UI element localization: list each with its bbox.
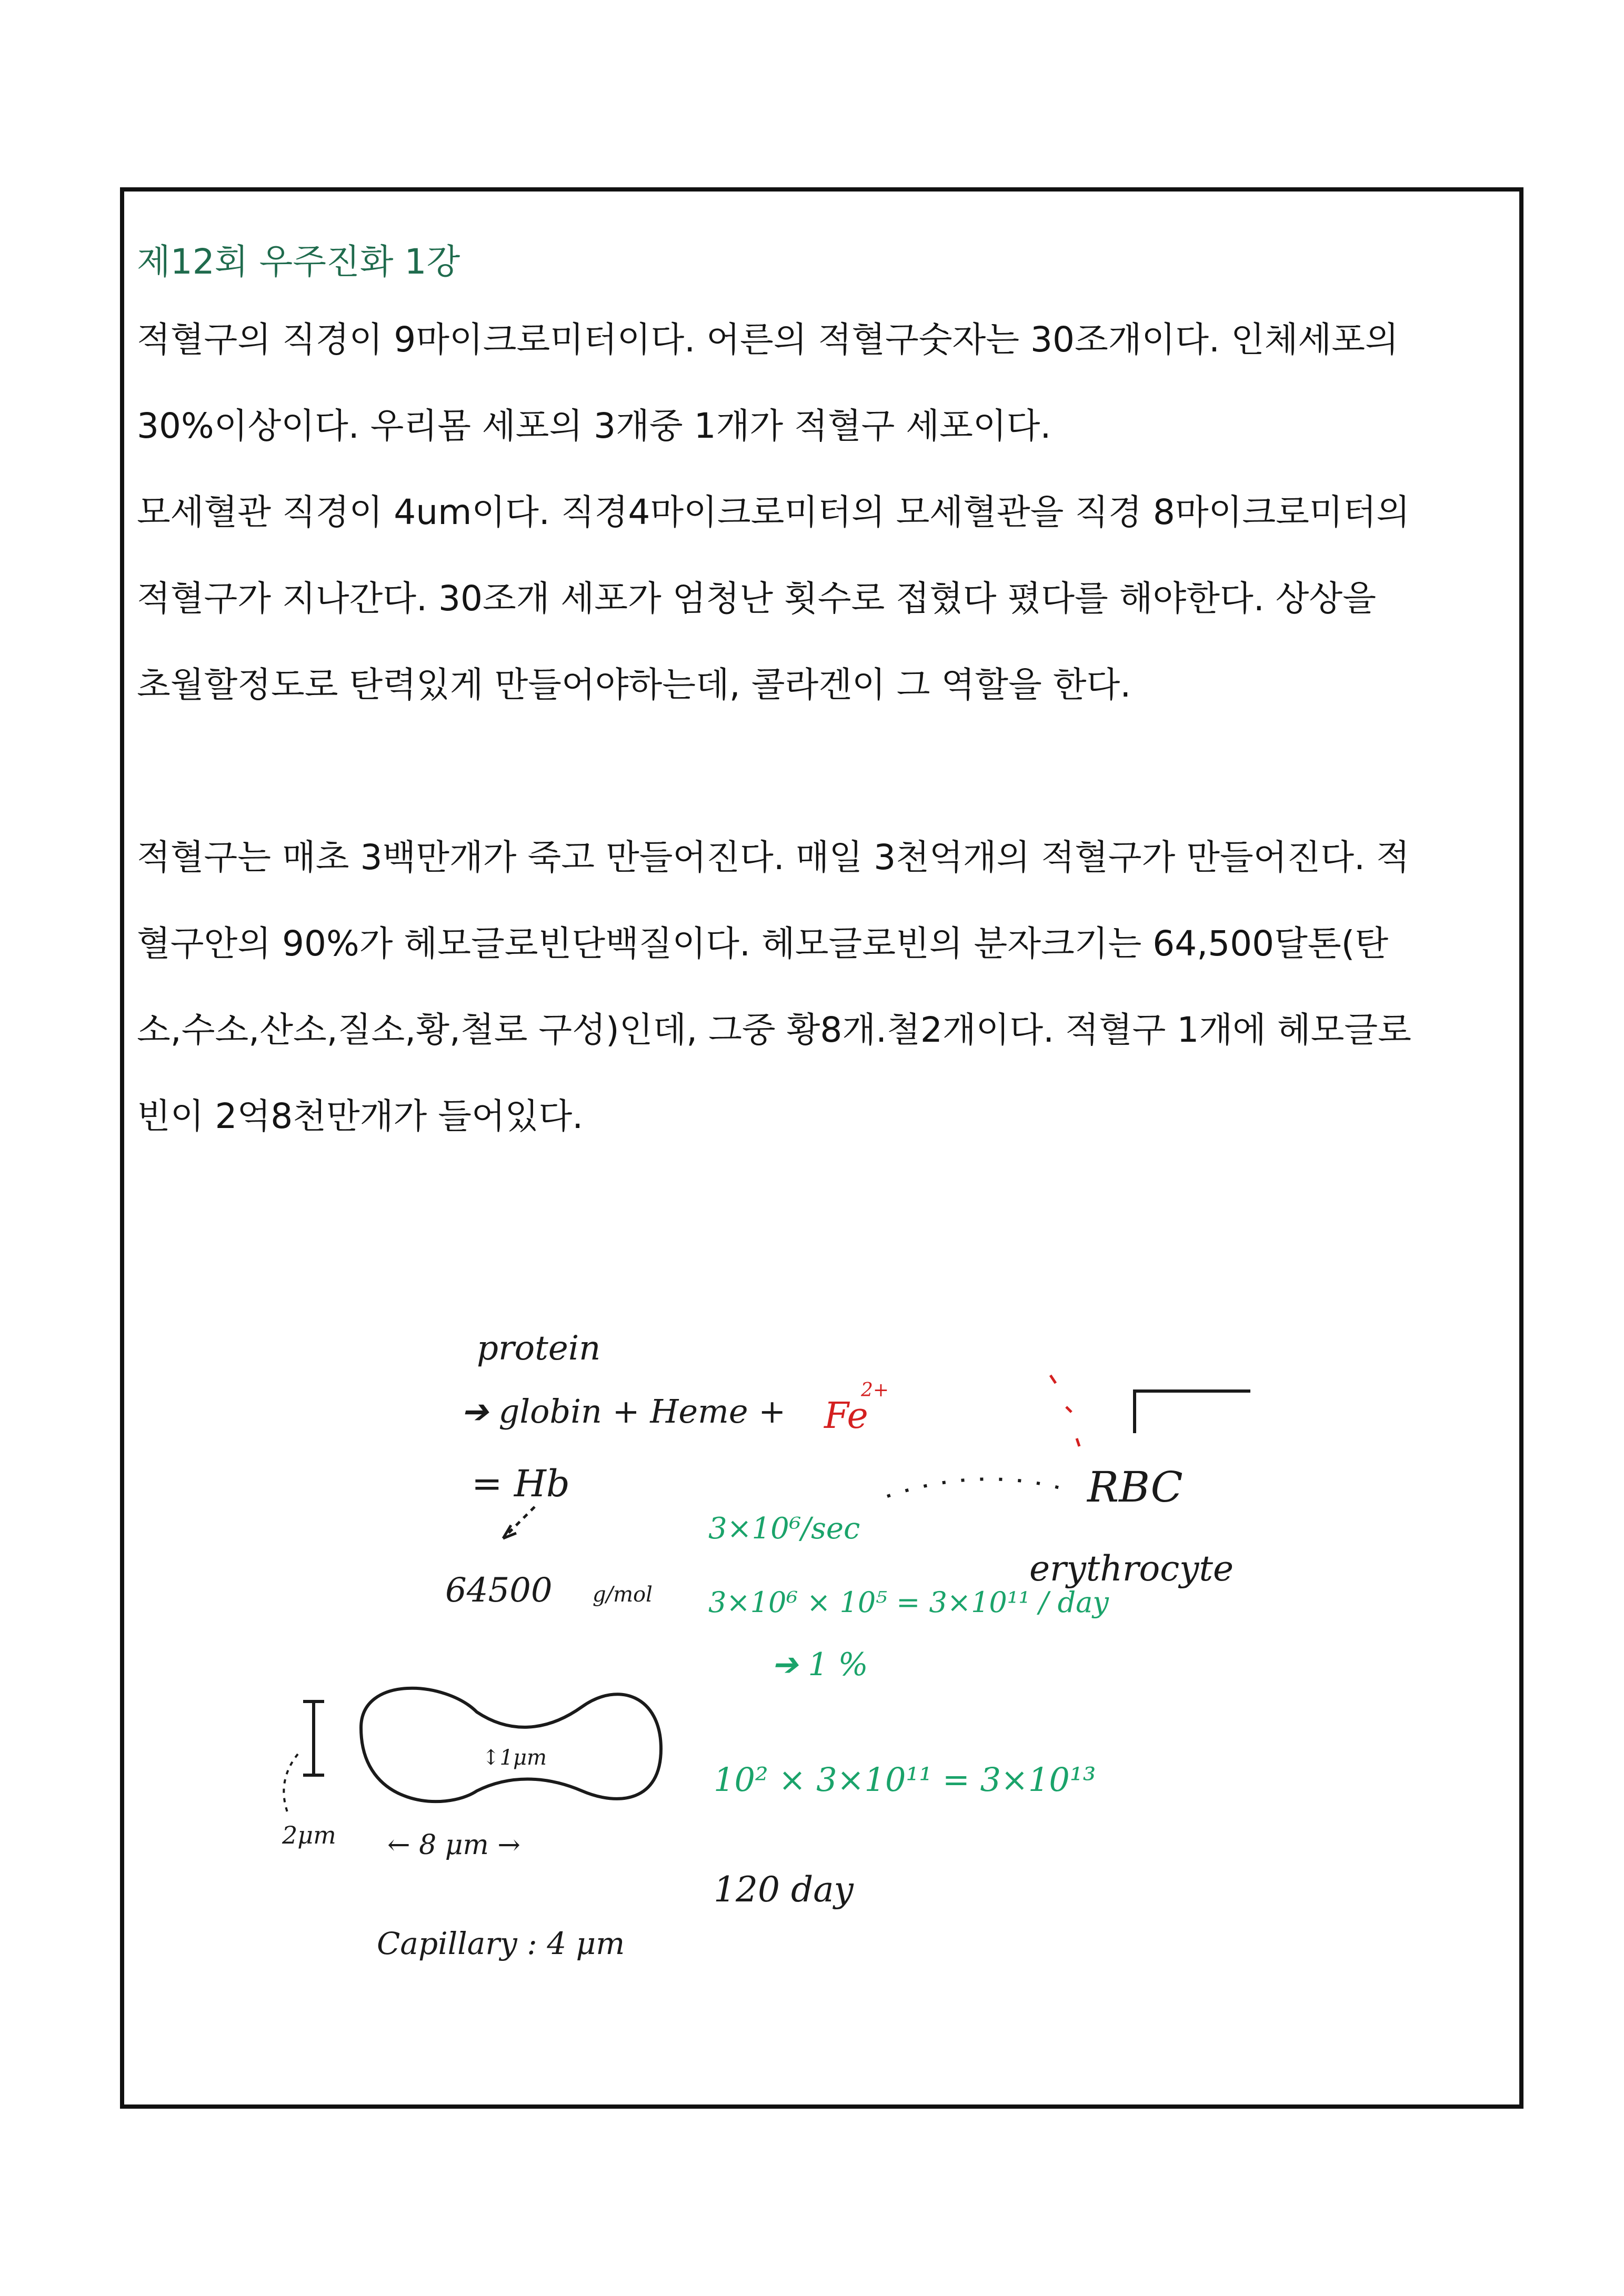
capillary-label: Capillary : 4 μm xyxy=(377,1926,625,1961)
red-tick-marks xyxy=(1050,1375,1079,1446)
fe-charge: 2+ xyxy=(861,1379,889,1401)
handwritten-sketch xyxy=(272,1191,1361,2059)
text-line: 초월할정도로 탄력있게 만들어야하는데, 콜라겐이 그 역할을 한다. xyxy=(137,664,1131,705)
rate-per-sec: 3×10⁶/sec xyxy=(708,1512,860,1546)
rbc-label: RBC xyxy=(1087,1463,1183,1512)
document-frame xyxy=(120,187,1523,2109)
protein-label: protein xyxy=(477,1329,601,1368)
mass-value: 64500 xyxy=(445,1571,553,1610)
rate-per-day: 3×10⁶ × 10⁵ = 3×10¹¹ / day xyxy=(708,1586,1109,1619)
rim-dashed-arrow xyxy=(284,1754,298,1812)
text-line: 빈이 2억8천만개가 들어있다. xyxy=(137,1096,584,1136)
hb-label: = Hb xyxy=(472,1462,570,1505)
text-line: 30%이상이다. 우리몸 세포의 3개중 1개가 적혈구 세포이다. xyxy=(137,406,1051,446)
paragraph-hemoglobin xyxy=(137,814,1510,1160)
globin-line: ➔ globin + Heme + xyxy=(461,1392,786,1431)
corner-mark xyxy=(1135,1391,1250,1433)
lifespan-label: 120 day xyxy=(714,1869,854,1910)
text-line: 혈구안의 90%가 헤모글로빈단백질이다. 헤모글로빈의 분자크기는 64,500달톤(탄 xyxy=(137,923,1389,964)
percent-label: ➔ 1 % xyxy=(771,1646,868,1683)
mass-unit: g/mol xyxy=(593,1583,653,1607)
rbc-shape xyxy=(361,1688,661,1801)
rim-label: 2μm xyxy=(282,1821,336,1849)
i-beam-mark xyxy=(303,1701,324,1775)
paragraph-capillary xyxy=(137,469,1510,728)
text-line: 모세혈관 직경이 4um이다. 직경4마이크로미터의 모세혈관을 직경 8마이크로미터의 xyxy=(137,492,1410,532)
text-line: 소,수소,산소,질소,황,철로 구성)인데, 그중 황8개.철2개이다. 적혈구 1개에 헤모글로 xyxy=(137,1010,1411,1050)
dotted-arc xyxy=(887,1479,1071,1496)
text-line: 적혈구의 직경이 9마이크로미터이다. 어른의 적혈구숫자는 30조개이다. 인체세포의 xyxy=(137,319,1399,360)
dotted-arrow xyxy=(503,1507,535,1538)
erythrocyte-label: erythrocyte xyxy=(1029,1548,1234,1589)
fe-label: Fe xyxy=(824,1395,868,1437)
total-count: 10² × 3×10¹¹ = 3×10¹³ xyxy=(714,1760,1096,1799)
paragraph-rbc-count xyxy=(137,297,1510,469)
lecture-title: 제12회 우주진화 1강 xyxy=(137,241,460,282)
text-line: 적혈구가 지나간다. 30조개 세포가 엄청난 횟수로 접혔다 폈다를 해야한다. 상상을 xyxy=(137,578,1376,619)
width-label: ← 8 μm → xyxy=(387,1829,520,1861)
thickness-label: ↕1μm xyxy=(482,1746,547,1770)
text-line: 적혈구는 매초 3백만개가 죽고 만들어진다. 매일 3천억개의 적혈구가 만들어진다. 적 xyxy=(137,837,1410,878)
